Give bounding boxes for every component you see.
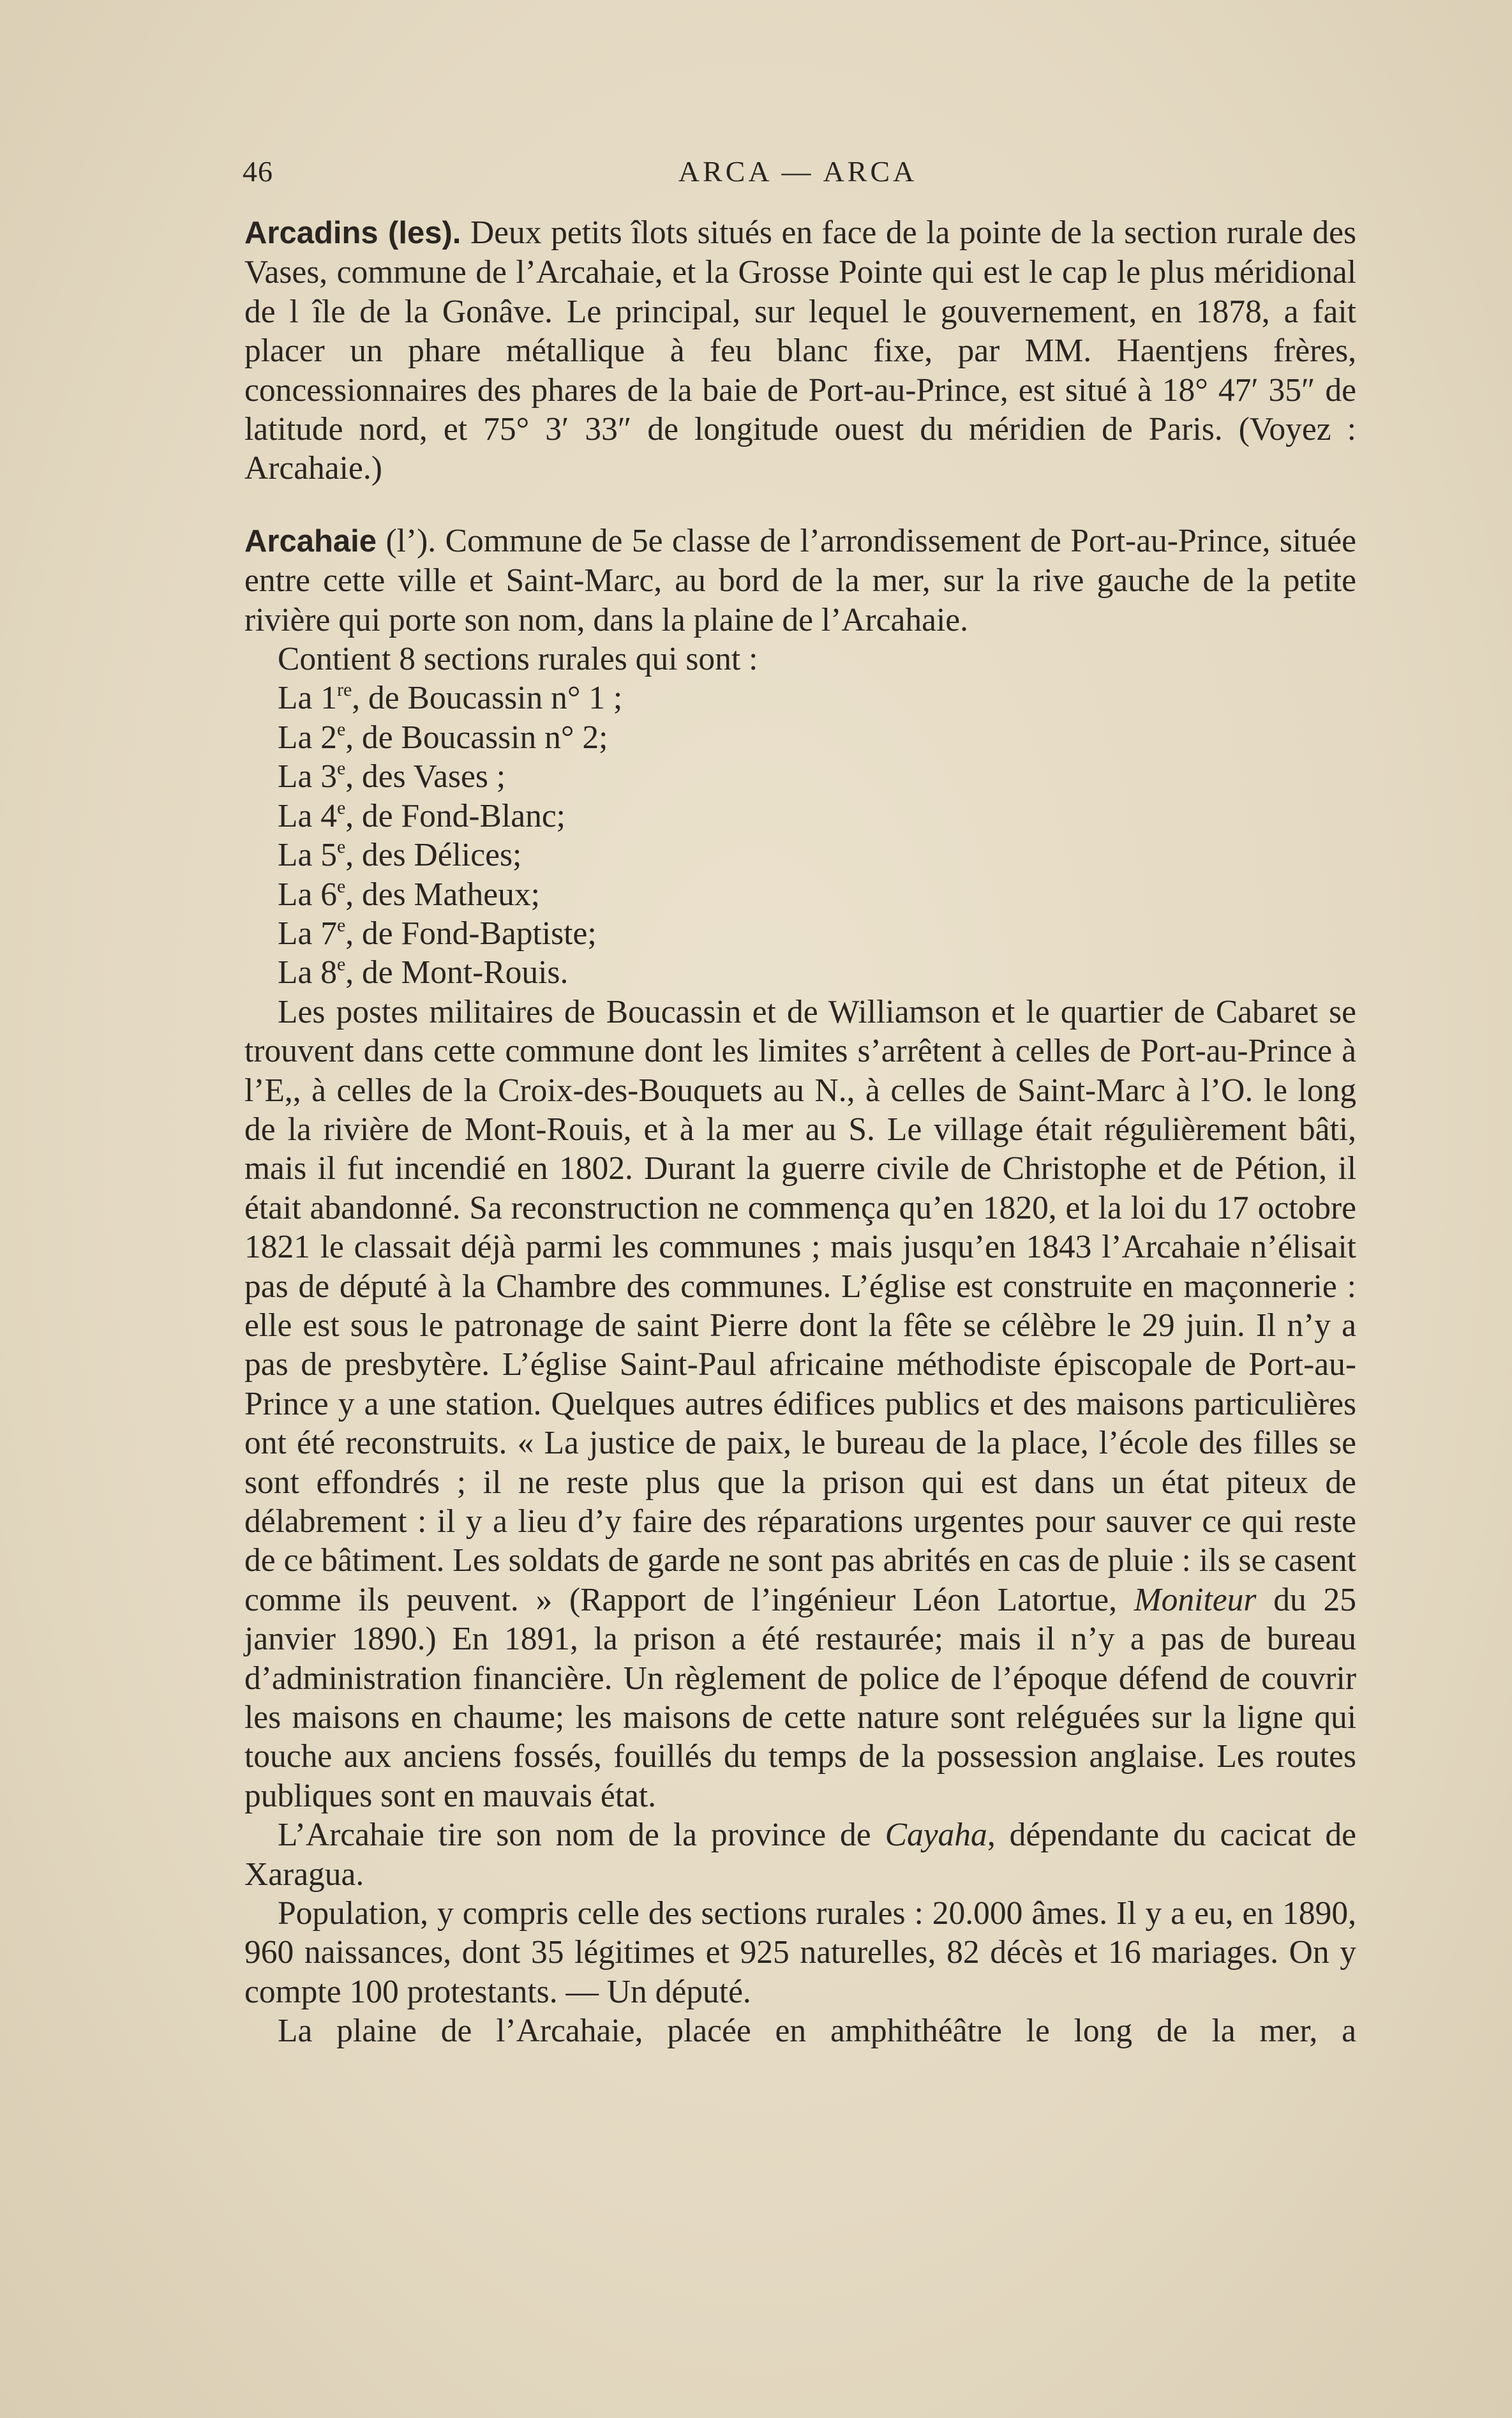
name-origin-text-1: L’Arcahaie tire son nom de la province de (278, 1817, 871, 1854)
section-prefix: La (278, 954, 321, 991)
section-ordinal-suffix: e (336, 875, 346, 897)
section-number: 6 (320, 876, 337, 913)
section-prefix: La (278, 797, 321, 834)
section-item (244, 757, 1356, 796)
page-body (244, 213, 1356, 2051)
section-ordinal-suffix: e (336, 914, 346, 936)
section-item (244, 953, 1356, 992)
section-prefix: La (278, 680, 321, 717)
entry-arcadins (244, 213, 1356, 488)
arcahaie-intro: Commune de 5e classe de l’arrondissement de Port-au-Prince, située entre cette ville et Saint-Marc, au bord de la mer, sur la rive gauche de la petite rivière qui porte son nom, dans la plaine de l’Arcahaie. (244, 522, 1357, 638)
arcahaie-plain: La plaine de l’Arcahaie, placée en amphithéâtre le long de la mer, a (278, 2013, 1356, 2050)
section-ordinal-suffix: e (336, 836, 346, 858)
section-name: , des Délices; (345, 837, 522, 874)
arcahaie-name-origin (244, 1815, 1356, 1894)
arcadins-body: Deux petits îlots situés en face de la pointe de la section rurale des Vases, commune de l’Arcahaie, et la Grosse Pointe qui est le cap le plus méridional de l île de la Gonâve. Le principal, sur lequel le gouvernement, en 1878, a fait placer un phare métallique à feu blanc fixe, par MM. Haentjens frères, concessionnaires des phares de la baie de Port-au-Prince, est situé à 18° 47′ 35″ de latitude nord, et 75° 3′ 33″ de longitude ouest du méridien de Paris. (Voyez : Arcahaie.) (244, 214, 1357, 487)
section-item (244, 797, 1356, 836)
section-ordinal-suffix: e (336, 718, 346, 740)
headword-article: (l’). (385, 522, 437, 559)
section-item (244, 875, 1356, 914)
section-item (244, 914, 1356, 953)
section-number: 8 (320, 954, 337, 991)
section-number: 1 (320, 680, 337, 717)
section-prefix: La (278, 915, 321, 952)
name-origin-text-2: , dépendante du cacicat de Xaragua. (244, 1817, 1356, 1893)
history-text-1: Les postes militaires de Boucassin et de Williamson et le quartier de Cabaret se trouvent dans cette commune dont les limites s’arrêtent à celles de Port-au-Prince à l’E,, à celles de la Croix-des-Bouquets au N., à celles de Saint-Marc à l’O. le long de la rivière de Mont-Rouis, et à la mer au S. Le village était régulièrement bâti, mais il fut incendié en 1802. Durant la guerre civile de Christophe et de Pétion, il était abandonné. Sa reconstruction ne commença qu’en 1820, et la loi du 17 octobre 1821 le classait déjà parmi les communes ; mais jusqu’en 1843 l’Arcahaie n’élisait pas de député à la Chambre des communes. L’église est construite en maçonnerie : elle est sous le patronage de saint Pierre dont la fête se célèbre le 29 juin. Il n’y a pas de presbytère. L’église Saint-Paul africaine méthodiste épiscopale de Port-au-Prince y a une station. Quelques autres édifices publics et des maisons particulières ont été reconstruits. « La justice de paix, le bureau de la place, l’école des filles se sont effondrés ; il ne reste plus que la prison qui est dans un état piteux de délabrement : il y a lieu d’y faire des réparations urgentes pour sauver ce qui reste de ce bâtiment. Les soldats de garde ne sont pas abrités en cas de pluie : ils se casent comme ils peuvent. » (Rapport de l’ingénieur Léon Latortue, (244, 993, 1356, 1618)
section-item (244, 679, 1356, 717)
section-ordinal-suffix: e (336, 797, 346, 818)
sections-list (244, 679, 1356, 992)
section-number: 2 (320, 719, 337, 756)
section-name: , de Boucassin n° 2; (345, 719, 608, 756)
section-ordinal-suffix: e (336, 758, 346, 779)
running-title: ARCA — ARCA (678, 155, 918, 188)
section-prefix: La (278, 876, 321, 913)
section-name: , de Fond-Baptiste; (345, 915, 597, 952)
entry-arcahaie-intro (244, 522, 1356, 640)
headword-arcahaie: Arcahaie (244, 523, 377, 559)
page-header (243, 154, 1353, 193)
section-name: , de Fond-Blanc; (345, 797, 565, 834)
headword-arcadins: Arcadins (les). (244, 216, 461, 250)
section-name: , des Matheux; (345, 876, 540, 913)
arcahaie-population: Population, y compris celle des sections rurales : 20.000 âmes. Il y a eu, en 1890, 960 naissances, dont 35 légitimes et 925 naturelles, 82 décès et 16 mariages. On y compte 100 protestants. — Un député. (244, 1895, 1356, 2010)
name-origin-place: Cayaha (885, 1817, 987, 1854)
section-name: , des Vases ; (345, 758, 506, 795)
section-number: 3 (320, 758, 337, 795)
arcahaie-history (244, 993, 1356, 1816)
section-number: 4 (320, 797, 337, 834)
section-prefix: La (278, 758, 321, 795)
section-name: , de Mont-Rouis. (345, 954, 569, 991)
section-prefix: La (278, 719, 321, 756)
section-number: 7 (320, 915, 337, 952)
section-prefix: La (278, 837, 321, 874)
section-ordinal-suffix: re (336, 679, 352, 701)
section-item (244, 836, 1356, 875)
page-number: 46 (243, 155, 273, 188)
sections-intro: Contient 8 sections rurales qui sont : (278, 641, 758, 678)
section-name: , de Boucassin n° 1 ; (352, 680, 623, 717)
section-ordinal-suffix: e (336, 954, 346, 975)
section-item (244, 718, 1356, 757)
history-source: Moniteur (1134, 1581, 1257, 1618)
history-text-2: du 25 janvier 1890.) En 1891, la prison a été restaurée; mais il n’y a pas de bureau d’administration financière. Un règlement de police de l’époque défend de couvrir les maisons en chaume; les maisons de cette nature sont reléguées sur la ligne qui touche aux anciens fossés, fouillés du temps de la possession anglaise. Les routes publiques sont en mauvais état. (244, 1581, 1357, 1814)
section-number: 5 (320, 837, 337, 874)
